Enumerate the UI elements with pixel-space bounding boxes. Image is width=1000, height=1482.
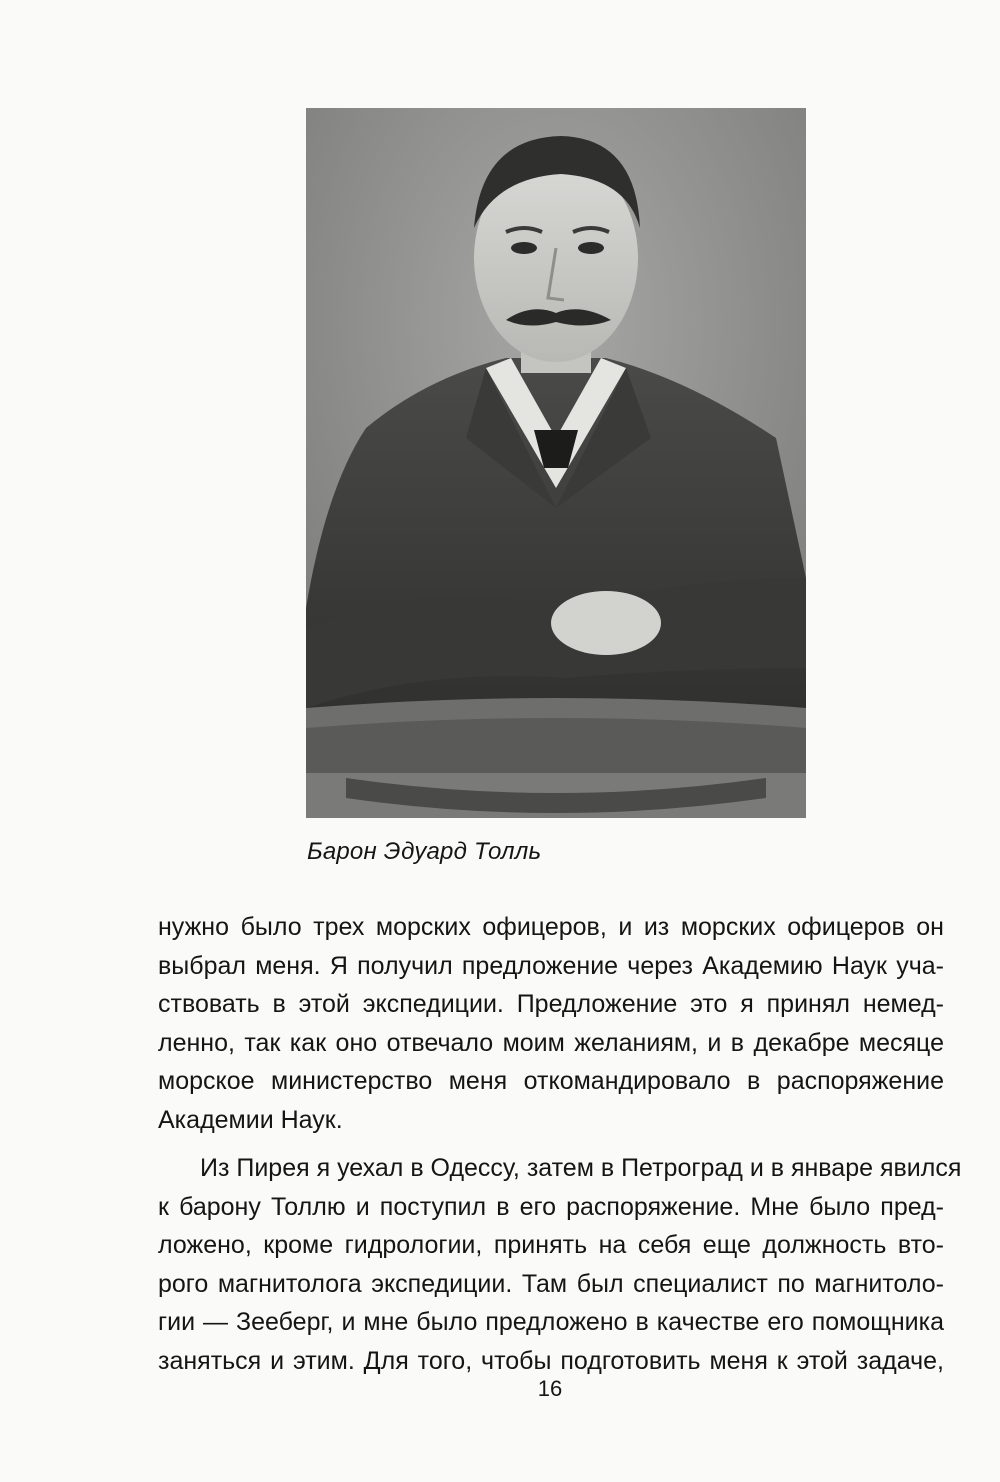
body-text — [158, 908, 962, 1380]
text-line: Академии Наук. — [158, 1105, 343, 1134]
text-line: нужно было трех морских офицеров, и из морских офицеров он — [158, 913, 944, 941]
page-number: 16 — [537, 1376, 563, 1401]
text-line: ложено, кроме гидрологии, принять на себя еще должность вто- — [158, 1231, 944, 1259]
text-line: гии — Зееберг, и мне было предложено в качестве его помощника — [158, 1308, 944, 1336]
text-line: выбрал меня. Я получил предложение через Академию Наук уча- — [158, 951, 944, 980]
text-line: морское министерство меня откомандировало в распоряжение — [158, 1067, 944, 1095]
text-line: рого магнитолога экспедиции. Там был специалист по магнитоло- — [158, 1269, 944, 1298]
text-line: ленно, так как оно отвечало моим желаниям, и в декабре месяце — [158, 1028, 944, 1057]
text-line: заняться и этим. Для того, чтобы подготовить меня к этой задаче, — [158, 1346, 944, 1375]
text-line: к барону Толлю и поступил в его распоряжение. Мне было пред- — [158, 1192, 944, 1221]
text-line: Из Пирея я уехал в Одессу, затем в Петроград и в январе явился — [200, 1154, 962, 1182]
portrait-photo — [306, 108, 806, 818]
text-line: ствовать в этой экспедиции. Предложение это я принял немед- — [158, 990, 944, 1018]
photo-caption: Барон Эдуард Толль — [307, 838, 542, 865]
